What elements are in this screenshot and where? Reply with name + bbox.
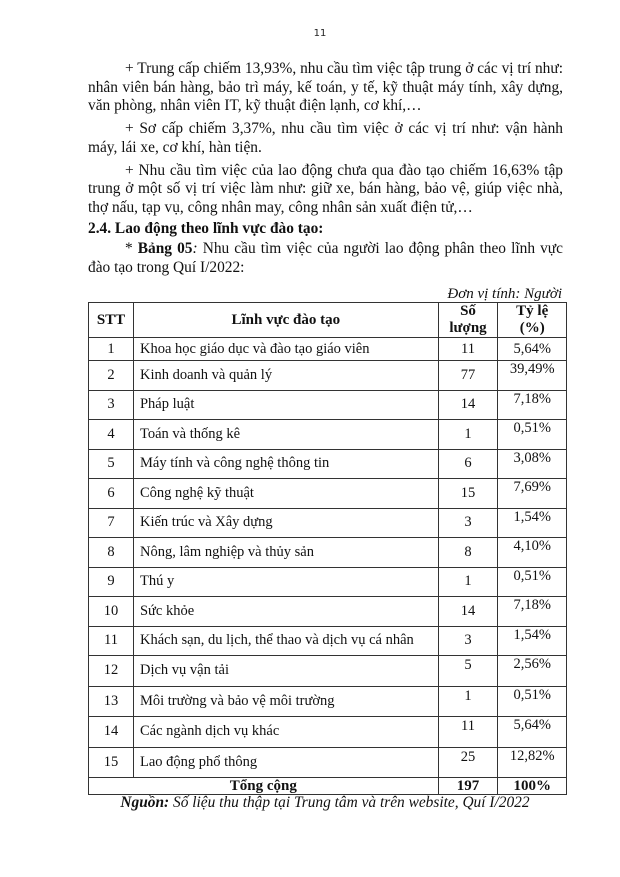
table-row — [89, 361, 567, 391]
total-label: Tổng cộng — [89, 778, 439, 795]
row-pct: 12,82% — [498, 747, 567, 778]
row-field: Dịch vụ vận tải — [133, 656, 438, 687]
table-header-row — [89, 303, 567, 338]
paragraph-trung-cap: + Trung cấp chiếm 13,93%, nhu cầu tìm việc tập trung ở các vị trí như: nhân viên bán hàng, bảo trì máy, kế toán, y tế, kỹ thuật máy tính, xây dựng, văn phòng, nhân viên IT, kỹ thuật điện lạnh, cơ khí,… — [88, 60, 563, 114]
row-field: Thú y — [133, 567, 438, 597]
paragraph-chua-qua-dao-tao: + Nhu cầu tìm việc của lao động chưa qua đào tạo chiếm 16,63% tập trung ở một số vị trí việc làm như: giữ xe, bán hàng, bảo vệ, giúp việc nhà, thợ nấu, tạp vụ, công nhân may, công nhân sản xuất điện tử,… — [88, 161, 563, 216]
header-pct: Tỷ lệ (%) — [498, 303, 567, 338]
table-row — [89, 656, 567, 687]
row-count: 77 — [438, 361, 498, 391]
caption-label: Bảng 05 — [137, 240, 193, 257]
caption-colon: : — [192, 240, 198, 257]
row-field: Khoa học giáo dục và đào tạo giáo viên — [133, 338, 438, 361]
table-row — [89, 686, 567, 717]
row-pct: 5,64% — [498, 338, 567, 361]
row-field: Lao động phổ thông — [133, 747, 438, 778]
caption-prefix: * — [125, 240, 138, 257]
source-text: Số liệu thu thập tại Trung tâm và trên website, Quí I/2022 — [169, 794, 530, 811]
table-row — [89, 567, 567, 597]
row-field: Công nghệ kỹ thuật — [133, 479, 438, 509]
row-stt: 2 — [89, 361, 134, 391]
row-stt: 15 — [89, 747, 134, 778]
row-stt: 8 — [89, 538, 134, 568]
row-pct: 1,54% — [498, 508, 567, 538]
header-field: Lĩnh vực đào tạo — [133, 303, 438, 338]
row-count: 3 — [438, 508, 498, 538]
row-pct: 0,51% — [498, 567, 567, 597]
table-row — [89, 420, 567, 450]
total-count: 197 — [438, 778, 498, 795]
row-field: Khách sạn, du lịch, thể thao và dịch vụ cá nhân — [133, 626, 438, 656]
row-stt: 9 — [89, 567, 134, 597]
row-stt: 3 — [89, 390, 134, 420]
total-pct: 100% — [498, 778, 567, 795]
header-stt: STT — [89, 303, 134, 338]
table-total-row — [89, 778, 567, 795]
row-count: 11 — [438, 717, 498, 748]
table-row — [89, 479, 567, 509]
paragraph-so-cap: + Sơ cấp chiếm 3,37%, nhu cầu tìm việc ở các vị trí như: vận hành máy, lái xe, cơ khí, hàn tiện. — [88, 120, 563, 156]
row-stt: 14 — [89, 717, 134, 748]
row-field: Máy tính và công nghệ thông tin — [133, 449, 438, 479]
table-row — [89, 597, 567, 627]
row-pct: 7,69% — [498, 479, 567, 509]
row-pct: 4,10% — [498, 538, 567, 568]
row-stt: 1 — [89, 338, 134, 361]
page-number: 11 — [313, 28, 327, 39]
table-row — [89, 626, 567, 656]
row-field: Kinh doanh và quản lý — [133, 361, 438, 391]
row-count: 8 — [438, 538, 498, 568]
caption-text: Nhu cầu tìm việc của người lao động phân theo lĩnh vực đào tạo trong Quí I/2022: — [88, 240, 563, 276]
row-pct: 1,54% — [498, 626, 567, 656]
table-row — [89, 717, 567, 748]
table-row — [89, 538, 567, 568]
row-stt: 10 — [89, 597, 134, 627]
table-body — [89, 338, 567, 778]
row-pct: 7,18% — [498, 597, 567, 627]
row-count: 14 — [438, 390, 498, 420]
row-field: Môi trường và bảo vệ môi trường — [133, 686, 438, 717]
table-row — [89, 747, 567, 778]
row-count: 3 — [438, 626, 498, 656]
row-pct: 39,49% — [498, 361, 567, 391]
row-count: 6 — [438, 449, 498, 479]
table-row — [89, 508, 567, 538]
row-count: 1 — [438, 420, 498, 450]
row-field: Sức khỏe — [133, 597, 438, 627]
row-count: 1 — [438, 686, 498, 717]
row-pct: 0,51% — [498, 420, 567, 450]
row-field: Toán và thống kê — [133, 420, 438, 450]
row-field: Các ngành dịch vụ khác — [133, 717, 438, 748]
row-pct: 7,18% — [498, 390, 567, 420]
row-stt: 4 — [89, 420, 134, 450]
unit-note: Đơn vị tính: Người — [447, 286, 562, 302]
section-heading: 2.4. Lao động theo lĩnh vực đào tạo: — [88, 220, 324, 237]
table-row — [89, 449, 567, 479]
row-count: 5 — [438, 656, 498, 687]
training-field-table — [88, 302, 567, 795]
header-count: Số lượng — [438, 303, 498, 338]
row-pct: 0,51% — [498, 686, 567, 717]
row-stt: 11 — [89, 626, 134, 656]
row-count: 1 — [438, 567, 498, 597]
row-field: Pháp luật — [133, 390, 438, 420]
table-row — [89, 338, 567, 361]
row-pct: 2,56% — [498, 656, 567, 687]
body-paragraphs — [88, 60, 563, 222]
table-row — [89, 390, 567, 420]
row-field: Kiến trúc và Xây dựng — [133, 508, 438, 538]
row-stt: 7 — [89, 508, 134, 538]
row-field: Nông, lâm nghiệp và thủy sản — [133, 538, 438, 568]
row-count: 14 — [438, 597, 498, 627]
source-note — [0, 794, 620, 812]
row-count: 11 — [438, 338, 498, 361]
row-count: 25 — [438, 747, 498, 778]
row-stt: 12 — [89, 656, 134, 687]
row-stt: 6 — [89, 479, 134, 509]
row-stt: 13 — [89, 686, 134, 717]
row-stt: 5 — [89, 449, 134, 479]
table-caption — [88, 240, 563, 277]
source-label: Nguồn: — [120, 794, 170, 811]
row-pct: 5,64% — [498, 717, 567, 748]
row-count: 15 — [438, 479, 498, 509]
row-pct: 3,08% — [498, 449, 567, 479]
